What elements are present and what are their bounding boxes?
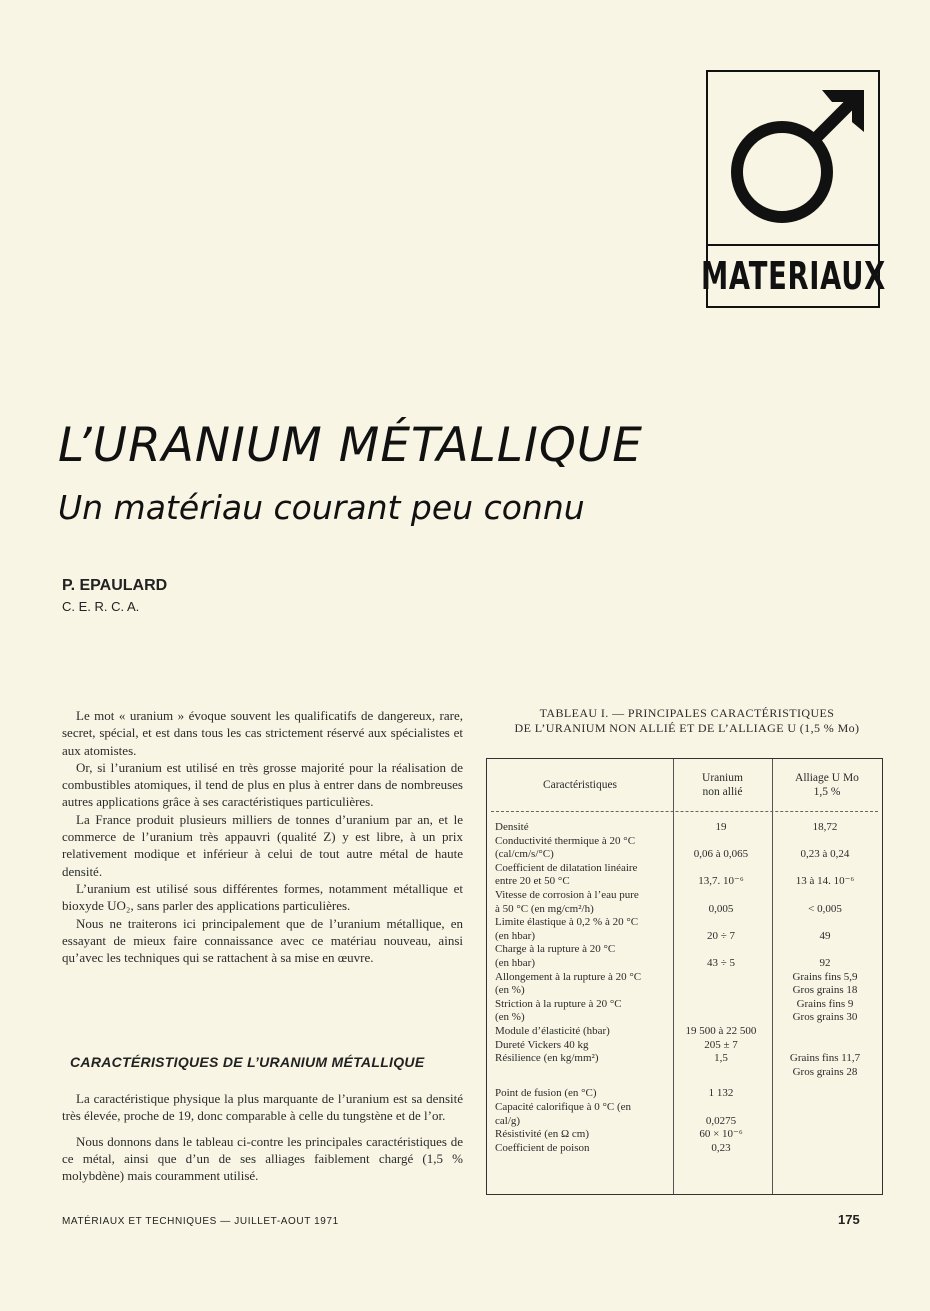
table-cell-alloy-line: Grains fins 5,9 <box>792 970 858 983</box>
table-cell-uranium: 19 <box>715 821 727 833</box>
table-cell-label <box>495 889 671 916</box>
table-cell-uranium: 1,5 <box>714 1052 728 1065</box>
section-paragraph: La caractéristique physique la plus marquante de l’uranium est sa densité très élevée, proche de 19, donc comparable à celle du tungstène et de l’or. <box>62 1091 463 1124</box>
table-cell-label-line: Capacité calorifique à 0 °C (en <box>495 1101 632 1113</box>
table-cell-uranium: 0,06 à 0,065 <box>693 848 749 861</box>
intro-paragraph: L’uranium est utilisé sous différentes formes, notamment métallique et bioxyde UO₂, sans parler des applications particulières. <box>62 880 463 914</box>
table-cell-alloy-line: 18,72 <box>812 821 838 833</box>
section-text <box>62 1090 463 1184</box>
table-cell-alloy <box>775 848 875 862</box>
intro-paragraph: Or, si l’uranium est utilisé en très grosse majorité pour la réalisation de combustibles atomiques, il tend de plus en plus à entrer dans de nombreuses autres applications grâce à ses caractéristiques particulières. <box>62 759 463 810</box>
table-cell-uranium: 60 × 10⁻⁶ <box>699 1128 743 1141</box>
table-cell-alloy-line: 92 <box>819 957 831 969</box>
table-cell-label <box>495 1025 671 1039</box>
table-cell-label-line: cal/g) <box>495 1114 521 1127</box>
table-divider <box>772 759 773 1194</box>
author-affiliation: C. E. R. C. A. <box>62 599 140 614</box>
table-cell-uranium: 0,23 <box>711 1141 731 1154</box>
table-cell-label-line: Charge à la rupture à 20 °C <box>495 943 616 956</box>
intro-paragraph: Nous ne traiterons ici principalement que de l’uranium métallique, en essayant de mieux faire connaissance avec ce matériau nouveau, ainsi qu’avec les techniques qui se rattachent à sa mise en œuvre. <box>62 915 463 966</box>
table-cell-label-line: Allongement à la rupture à 20 °C <box>495 970 642 983</box>
table-cell-label-line: Résistivité (en Ω cm) <box>495 1128 590 1141</box>
table-cell-alloy-line: 13 à 14. 10⁻⁶ <box>795 875 855 888</box>
table-cell-alloy-line: Gros grains 18 <box>792 984 858 997</box>
table-cell-label <box>495 1039 671 1053</box>
table-caption <box>486 706 888 736</box>
male-symbol-icon <box>722 82 868 232</box>
table-cell-uranium: 19 500 à 22 500 <box>685 1025 757 1037</box>
table-cell-alloy-line: 0,23 à 0,24 <box>800 848 850 861</box>
intro-text <box>62 707 463 966</box>
table-cell-label <box>495 971 671 998</box>
table-cell-alloy-line: 49 <box>819 929 831 942</box>
table-cell-alloy-line: Gros grains 28 <box>792 1065 858 1078</box>
table-header-separator <box>491 811 878 812</box>
table-cell-alloy-line: Gros grains 30 <box>792 1011 858 1024</box>
table-caption-line: TABLEAU I. — PRINCIPALES CARACTÉRISTIQUES <box>539 706 835 720</box>
table-cell-uranium: 20 ÷ 7 <box>706 929 736 942</box>
table-cell-label-line: Résilience (en kg/mm²) <box>495 1052 599 1065</box>
page-number: 175 <box>838 1212 860 1227</box>
table-cell-label-line: Coefficient de poison <box>495 1141 590 1154</box>
section-heading: CARACTÉRISTIQUES DE L’URANIUM MÉTALLIQUE <box>70 1054 425 1070</box>
table-cell-label-line: à 50 °C (en mg/cm²/h) <box>495 902 594 915</box>
table-cell-label-line: Point de fusion (en °C) <box>495 1087 597 1100</box>
table-cell-alloy <box>775 875 875 889</box>
table-cell-uranium: 205 ± 7 <box>704 1038 738 1051</box>
table-cell-alloy <box>775 821 875 835</box>
table-cell-label-line: Vitesse de corrosion à l’eau pure <box>495 889 639 901</box>
logo-bar <box>700 244 886 306</box>
table-cell-label-line: Conductivité thermique à 20 °C <box>495 834 636 847</box>
table-cell-label <box>495 1101 671 1128</box>
table-cell-uranium: 0,0275 <box>705 1114 737 1127</box>
table-cell-label-line: (en hbar) <box>495 929 536 942</box>
article-title: L’URANIUM MÉTALLIQUE <box>58 418 643 473</box>
table-cell-label <box>495 1128 671 1142</box>
section-paragraph: Nous donnons dans le tableau ci-contre les principales caractéristiques de ce métal, ainsi que d’un de ses alliages faiblement chargé (1,5 % molybdène) mais couramment utilisé. <box>62 1133 463 1184</box>
table-cell-label-line: (cal/cm/s/°C) <box>495 848 554 861</box>
table-cell-label-line: entre 20 et 50 °C <box>495 875 570 888</box>
article-subtitle: Un matériau courant peu connu <box>58 488 585 527</box>
table-cell-label-line: Densité <box>495 821 529 833</box>
materiaux-logo <box>700 70 886 308</box>
logo-word: MATERIAUX <box>700 254 886 298</box>
intro-paragraph: La France produit plusieurs milliers de tonnes d’uranium par an, et le commerce de l’uranium très appauvri (qualité Z) y est libre, à un prix relativement modique et inférieur à celui de tout autre métal de haute densité. <box>62 811 463 879</box>
table-cell-uranium: 1 132 <box>708 1087 734 1100</box>
table-cell-label <box>495 916 671 943</box>
table-cell-label <box>495 1087 671 1101</box>
table-cell-alloy-line: Grains fins 9 <box>796 997 854 1010</box>
table-cell-alloy <box>775 1052 875 1079</box>
table-cell-label-line: Dureté Vickers 40 kg <box>495 1038 589 1051</box>
table-cell-label <box>495 835 671 862</box>
table-cell-alloy-line: Grains fins 11,7 <box>789 1052 861 1065</box>
table-cell-alloy <box>775 957 875 971</box>
table-cell-uranium: 43 ÷ 5 <box>706 957 736 969</box>
table-cell-label <box>495 998 671 1025</box>
table-header-alloy: Alliage U Mo 1,5 % <box>795 772 859 798</box>
table-cell-label-line: Module d’élasticité (hbar) <box>495 1025 610 1037</box>
table-header-uranium: Uranium non allié <box>702 772 743 798</box>
table-cell-alloy <box>775 903 875 917</box>
intro-paragraph: Le mot « uranium » évoque souvent les qualificatifs de dangereux, rare, secret, spécial, et est dans tous les cas strictement réservé aux spécialistes et aux atomistes. <box>62 708 463 758</box>
table-header-characteristics: Caractéristiques <box>542 779 618 791</box>
table-cell-label-line: Limite élastique à 0,2 % à 20 °C <box>495 916 639 929</box>
table-cell-alloy <box>775 930 875 944</box>
table-cell-label <box>495 1052 671 1066</box>
table-cell-label-line: Coefficient de dilatation linéaire <box>495 861 638 874</box>
table-cell-label-line: (en hbar) <box>495 956 536 969</box>
table-cell-label <box>495 943 671 970</box>
table-cell-label-line: (en %) <box>495 984 525 997</box>
table-cell-alloy <box>775 971 875 998</box>
table-cell-label-line: Striction à la rupture à 20 °C <box>495 997 622 1010</box>
table-cell-label <box>495 1142 671 1156</box>
table-cell-uranium: 0,005 <box>708 902 734 915</box>
author-name: P. EPAULARD <box>62 577 168 594</box>
table-caption-line: DE L’URANIUM NON ALLIÉ ET DE L’ALLIAGE U (1,5 % Mo) <box>514 721 860 735</box>
properties-table <box>486 758 883 1195</box>
table-cell-label <box>495 821 671 835</box>
table-cell-uranium: 13,7. 10⁻⁶ <box>698 875 744 888</box>
journal-footer: MATÉRIAUX ET TECHNIQUES — JUILLET-AOUT 1971 <box>62 1216 339 1227</box>
table-cell-label <box>495 862 671 889</box>
table-cell-alloy <box>775 998 875 1025</box>
table-cell-label-line: (en %) <box>495 1011 525 1024</box>
table-cell-alloy-line: < 0,005 <box>808 902 842 915</box>
